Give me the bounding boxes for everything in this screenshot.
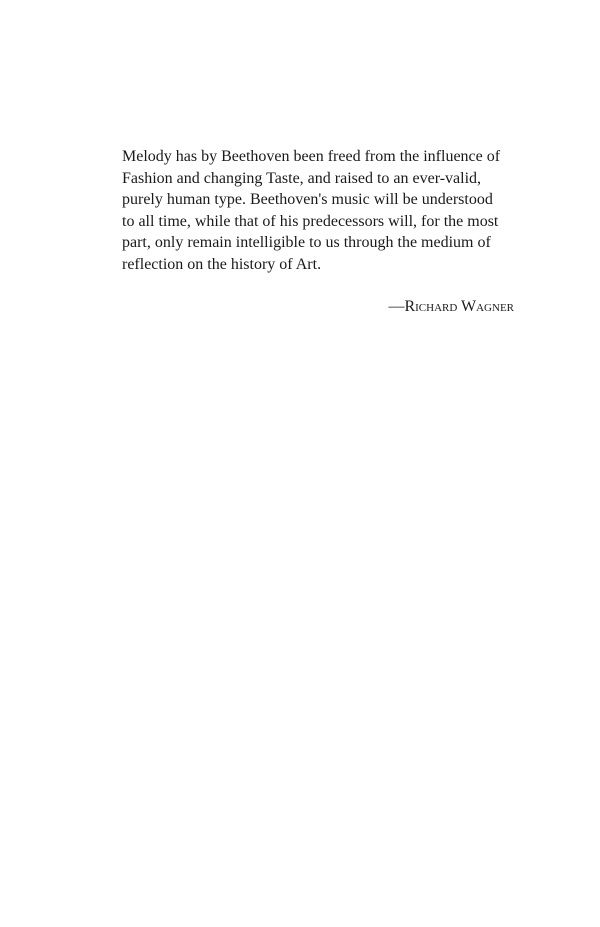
epigraph-attribution: —Richard Wagner: [388, 298, 514, 315]
epigraph-quote: [122, 146, 522, 275]
quote-line: reflection on the history of Art.: [122, 255, 322, 273]
quote-line: to all time, while that of his predecessors will, for the most: [122, 212, 499, 230]
quote-line: part, only remain intelligible to us through the medium of: [122, 234, 491, 251]
quote-line: purely human type. Beethoven's music will be understood: [122, 191, 493, 208]
quote-line: Melody has by Beethoven been freed from the influence of: [122, 148, 501, 165]
quote-line: Fashion and changing Taste, and raised to an ever-valid,: [122, 169, 482, 187]
